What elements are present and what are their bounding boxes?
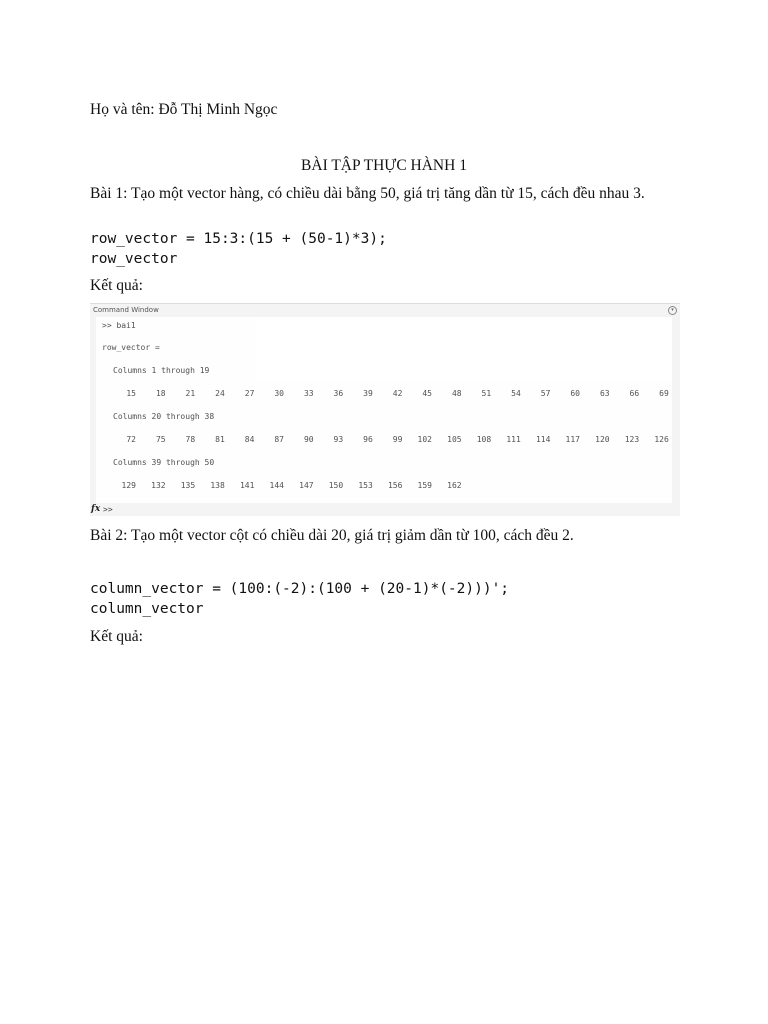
vector-value: 51	[481, 389, 492, 398]
command-window-screenshot	[90, 303, 680, 516]
vector-value: 60	[570, 389, 580, 398]
vector-value: 81	[215, 435, 225, 444]
vector-value: 63	[599, 389, 610, 398]
vector-value: 126	[654, 435, 669, 444]
vector-value: 66	[629, 389, 640, 398]
columns-header-1: Columns 1 through 19	[113, 366, 210, 375]
exercise-1-prompt: Bài 1: Tạo một vector hàng, có chiều dài bằng 50, giá trị tăng dần từ 15, cách đều nhau 3.	[90, 185, 645, 202]
command-entry: >> bai1	[102, 321, 136, 330]
vector-value: 54	[511, 389, 521, 398]
command-window-title: Command Window	[93, 306, 159, 314]
fx-icon: fx	[91, 504, 101, 514]
exercise-1-result-label: Kết quả:	[90, 277, 143, 294]
columns-header-3: Columns 39 through 50	[113, 458, 215, 467]
vector-value: 156	[387, 481, 403, 490]
vector-value: 147	[299, 481, 314, 490]
vector-value: 72	[126, 435, 136, 444]
command-window-body	[96, 317, 672, 503]
vector-value: 105	[447, 435, 462, 444]
vector-value: 75	[155, 435, 166, 444]
vector-value: 150	[328, 481, 344, 490]
command-window-header	[90, 304, 680, 316]
vector-value: 96	[363, 435, 373, 444]
vector-value: 129	[121, 481, 136, 490]
vector-value: 78	[185, 435, 196, 444]
vector-value: 102	[417, 435, 432, 444]
vector-value: 114	[535, 435, 551, 444]
vector-value: 108	[476, 435, 492, 444]
vector-value: 36	[333, 389, 344, 398]
values-row-2	[96, 435, 696, 445]
vector-value: 30	[274, 389, 284, 398]
vector-value: 21	[185, 389, 196, 398]
vector-value: 87	[274, 435, 284, 444]
exercise-1-code-line-2: row_vector	[90, 251, 178, 267]
vector-value: 45	[422, 389, 432, 398]
values-row-3	[96, 481, 696, 491]
vector-value: 48	[451, 389, 462, 398]
exercise-2-code-line-2: column_vector	[90, 601, 204, 617]
vector-value: 141	[239, 481, 255, 490]
vector-value: 93	[333, 435, 344, 444]
vector-value: 153	[358, 481, 373, 490]
student-name-line: Họ và tên: Đỗ Thị Minh Ngọc	[90, 101, 278, 118]
vector-value: 24	[215, 389, 225, 398]
vector-value: 90	[303, 435, 314, 444]
vector-value: 42	[392, 389, 403, 398]
vector-value: 123	[624, 435, 640, 444]
vector-value: 135	[180, 481, 196, 490]
vector-value: 27	[244, 389, 255, 398]
vector-value: 33	[303, 389, 314, 398]
vector-value: 138	[210, 481, 225, 490]
document-title: BÀI TẬP THỰC HÀNH 1	[301, 157, 467, 174]
vector-value: 99	[392, 435, 403, 444]
exercise-2-result-label: Kết quả:	[90, 628, 143, 645]
command-window-menu-icon: ▾	[668, 306, 677, 315]
command-prompt-line[interactable]	[90, 503, 680, 516]
values-row-1	[96, 389, 696, 399]
vector-value: 132	[151, 481, 166, 490]
vector-value: 111	[506, 435, 521, 444]
prompt-symbol: >>	[103, 505, 113, 514]
exercise-1-code-line-1: row_vector = 15:3:(15 + (50-1)*3);	[90, 231, 387, 247]
vector-value: 18	[155, 389, 166, 398]
variable-name-line: row_vector =	[102, 343, 160, 352]
vector-value: 159	[417, 481, 432, 490]
exercise-2-prompt: Bài 2: Tạo một vector cột có chiều dài 20, giá trị giảm dần từ 100, cách đều 2.	[90, 527, 574, 544]
vector-value: 84	[244, 435, 255, 444]
vector-value: 69	[659, 389, 669, 398]
vector-value: 117	[565, 435, 580, 444]
vector-value: 57	[540, 389, 551, 398]
vector-value: 120	[595, 435, 610, 444]
vector-value: 162	[447, 481, 462, 490]
vector-value: 144	[269, 481, 284, 490]
exercise-2-code-line-1: column_vector = (100:(-2):(100 + (20-1)*(-2)))';	[90, 581, 510, 597]
vector-value: 15	[126, 389, 136, 398]
columns-header-2: Columns 20 through 38	[113, 412, 215, 421]
vector-value: 39	[363, 389, 373, 398]
